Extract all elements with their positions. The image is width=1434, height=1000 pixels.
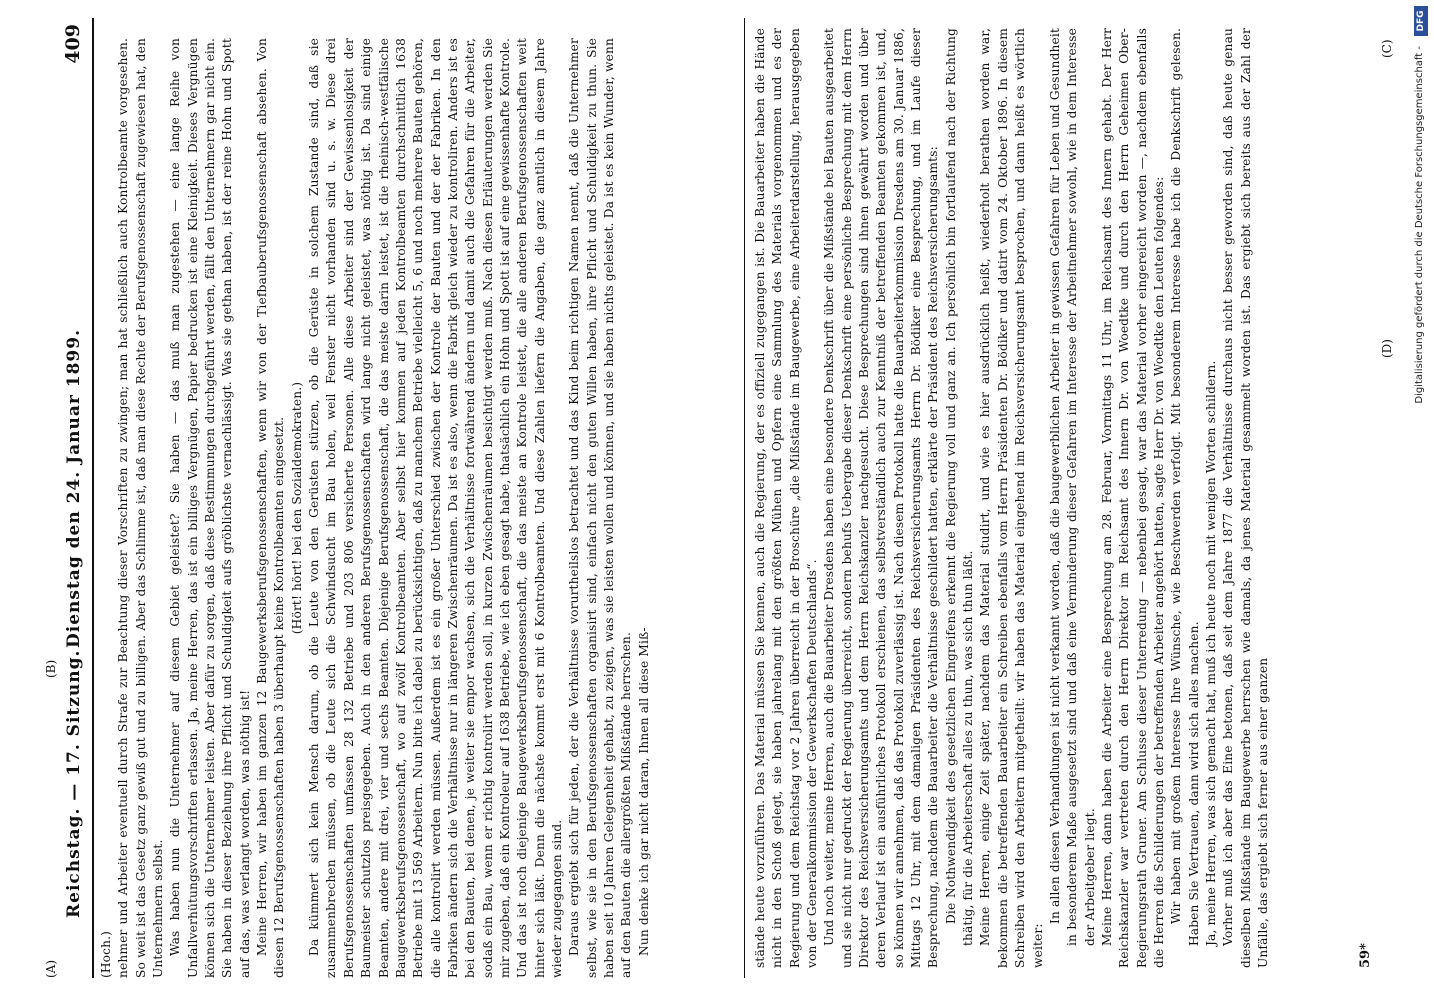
page-header xyxy=(62,18,90,978)
paragraph: nehmer und Arbeiter eventuell durch Strafe zur Beachtung dieser Vorschriften zu zwingen; man hat schließlich auch Kontrolbeamte vorgesehen. So weit ist das Gesetz ganz gewiß gut und zu billigen. Aber das Schlimme ist, daß man diese Rechte der Berufsgenossenschaft zugewiesen hat, den Unternehmern selbst. xyxy=(116,38,166,978)
paragraph: Vorher muß ich aber das Eine betonen, daß seit dem Jahre 1877 die Verhältnisse durchaus nicht besser geworden sind, daß heute genau dieselben Mißstände im Baugewerbe herrschen wie damals, da jenes Material gesammelt worden ist. Das ergiebt sich bereits aus der Zahl der Unfälle, das ergiebt sich ferner aus einer ganzen xyxy=(1221,28,1270,968)
paragraph: stände heute vorzuführen. Das Material müssen Sie kennen, auch die Regierung, der es offiziell zugegangen ist. Die Bauarbeiter haben die Hände nicht in den Schoß gelegt, sie haben jahrelang mit den größten Mühen und Opfern eine Sammlung des Materials vorgenommen und es der Regierung und dem Reichstag vor 2 Jahren überreicht in der Broschüre „die Mißstände im Baugewerbe, eine Arbeiterdarstellung, herausgegeben von der Generalkommission der Gewerkschaften Deutschlands“. xyxy=(753,28,820,968)
paragraph: Was haben nun die Unternehmer auf diesem Gebiet geleistet? Sie haben — das muß man zugestehen — eine lange Reihe von Unfallverhütungsvorschriften erlassen. Ja, meine Herren, das ist ein billiges Vergnügen, Papier bedrucken ist eine Kleinigkeit. Dieses Vergnügen können sich die Unternehmer leisten. Aber dafür zu sorgen, daß diese Bestimmungen durchgeführt werden, fällt den Unternehmern gar nicht ein. Sie haben in dieser Beziehung ihre Pflicht und Schuldigkeit aufs gröblichste vernachlässigt. Was sie gethan haben, ist der reine Hohn und Spott auf das, was verlangt worden, was nöthig ist! xyxy=(168,38,252,978)
margin-mark-b: (B) xyxy=(44,659,58,678)
paragraph: (Hoch.) xyxy=(99,930,113,978)
header-rule xyxy=(92,18,94,978)
margin-mark-d: (D) xyxy=(1380,339,1394,358)
dfg-credit-strip xyxy=(1414,6,1428,994)
rotated-page xyxy=(44,18,1412,978)
paragraph: Nun denke ich gar nicht daran, Ihnen all diese Miß- xyxy=(636,627,651,956)
paragraph: Meine Herren, einige Zeit später, nachdem das Material studirt, und wie es hier ausdrücklich heißt, wiederholt berathen worden war, bekommen die betreffenden Bauarbeiter ein Schreiben ebenfalls vom Herrn Präsidenten Dr. Bödiker und datirt vom 24. Oktober 1896. In diesem Schreiben wird den Arbeitern mitgetheilt: wir haben das Material eingehend im Reichsversicherungsamt besprochen, und dann heißt es wörtlich weiter: xyxy=(978,28,1045,968)
text-column-left xyxy=(98,38,738,978)
column-divider xyxy=(744,18,745,978)
paragraph: Ja, meine Herren, was sich gemacht hat, muß ich heute noch mit wenigen Worten schildern. xyxy=(1203,360,1218,946)
margin-mark-a: (A) xyxy=(44,959,58,978)
text-column-right xyxy=(752,28,1372,968)
margin-mark-c: (C) xyxy=(1380,39,1394,58)
paragraph: Daraus ergiebt sich für jeden, der die Verhältnisse vorurtheilslos betrachtet und das Kind beim richtigen Namen nennt, daß die Unternehmer selbst, wie sie in den Berufsgenossenschaften organisirt sind, einfach nicht den guten Willen haben, ihre Pflicht und Schuldigkeit zu thun. Sie haben seit 10 Jahren Gelegenheit gehabt, zu zeigen, was sie leisten wollen und können, und sie haben nichts geleistet. Da ist es kein Wunder, wenn auf den Bauten die allergrößten Mißstände herrschen. xyxy=(567,38,634,978)
paragraph: Meine Herren, dann haben die Arbeiter eine Besprechung am 28. Februar, Vormittags 11 Uhr, im Reichsamt des Innern gehabt. Der Herr Reichskanzler war vertreten durch den Herrn Direktor im Reichsamt des Innern Dr. von Woedtke und durch den Herrn Geheimen Ober-Regierungsrath Gruner. Am Schlusse dieser Unterredung — nebenbei gesagt, war das Material vorher eingereicht worden —, nachdem ebenfalls die Herren die Schilderungen der betreffenden Arbeiter angehört hatten, sagte Herr Dr. von Woedtke den Leuten folgendes: xyxy=(1099,28,1166,968)
digitization-credit: Digitalisierung gefördert durch die Deutsche Forschungsgemeinschaft - xyxy=(1414,46,1425,404)
interjection: (Hört! hört! bei den Sozialdemokraten.) xyxy=(289,381,304,635)
header-session: Reichstag. — 17. Sitzung. xyxy=(64,649,84,918)
quotation: In allen diesen Verhandlungen ist nicht verkannt worden, daß die baugewerblichen Arbeiter in gewissen Gefahren für Leben und Gesundheit in besonderem Maße ausgesetzt sind und daß eine Verminderung dieser Gefahren im Interesse der Arbeitnehmer sowohl, wie in dem Interesse der Arbeitgeber liegt. xyxy=(1047,28,1097,946)
paragraph: Meine Herren, wir haben im ganzen 12 Baugewerksberufsgenossenschaften, wenn wir von der Tiefbauberufsgenossenschaft absehen. Von diesen 12 Berufsgenossenschaften haben 3 überhaupt keine Kontrolbeamten eingesetzt. xyxy=(255,38,287,978)
quotation: Die Nothwendigkeit des gesetzlichen Eingreifens erkennt die Regierung voll und ganz an. Ich persönlich bin fortlaufend nach der Richtung thätig, für die Arbeiterschaft alles zu thun, was sich thun läßt. xyxy=(943,28,976,946)
page-number: 409 xyxy=(62,24,84,64)
paragraph: Da kümmert sich kein Mensch darum, ob die Leute von den Gerüsten stürzen, ob die Gerüste in solchem Zustande sind, daß sie zusammenbrechen müssen, ob die Leute sich die Schwindsucht im Bau holen, weil Fenster nicht vorhanden sind u. s. w. Diese drei Berufsgenossenschaften umfassen 28 132 Betriebe und 203 806 versicherte Personen. Alle diese Arbeiter sind der Gewissenlosigkeit der Baumeister schutzlos preisgegeben. Auch in den anderen Berufsgenossenschaften wird lange nicht geleistet, was nöthig ist. Da sind einige Beamten, andere mit drei, vier und sechs Beamten. Diejenige Berufsgenossenschaft, die das meiste darin leistet, ist die rheinisch-westfälische Baugewerksberufsgenossenschaft, wo auf zwölf Kontrolbeamten. Aber selbst hier kommen auf jeden Kontrolbeamten durchschnittlich 1638 Betriebe mit 13 569 Arbeitern. Nun bitte ich dabei zu berücksichtigen, daß zu manchem Betriebe vielleicht 5, 6 und noch mehrere Bauten gehören, die alle kontrolirt werden müssen. Außerdem ist es ein großer Unterschied zwischen der Kontrole der Bauten und der der Fabriken. In den Fabriken ändern sich die Verhältnisse nur in längeren Zwischenräumen. Da ist es also, wenn die Fabrik gleich wieder zu kontroliren. Anders ist es bei den Bauten, bei denen, je weiter sie empor wachsen, sich die Verhältnisse fortwährend ändern und damit auch die Gefahren für die Arbeiter, sodaß ein Bau, wenn er richtig kontrolirt werden soll, in kurzen Zwischenräumen besichtigt werden muß. Nach diesen Erläuterungen werden Sie mir zugeben, daß ein Kontroleur auf 1638 Betriebe, wie ich eben gesagt habe, thatsächlich ein Hohn und Spott ist auf eine gewissenhafte Kontrole. Und das ist noch diejenige Baugewerksberufsgenossenschaft, die das meiste an Kontrole leistet, die alle anderen Berufsgenossenschaften weit hinter sich läßt. Denn die nächste kommt erst mit 6 Kontrolbeamten. Und diese Zahlen liefern die Angaben, die ganz amtlich in diesem Jahre wieder zugegangen sind. xyxy=(307,38,564,978)
quotation: Wir haben mit großem Interesse Ihre Wünsche, wie Beschwerden verfolgt. Mit besonderem Interesse habe ich die Denkschrift gelesen. Haben Sie Vertrauen, dann wird sich alles machen. xyxy=(1169,28,1201,946)
header-date: Dienstag den 24. Januar 1899. xyxy=(64,329,84,648)
sheet-mark: 59* xyxy=(1358,943,1373,968)
paragraph: Und noch weiter, meine Herren, auch die Bauarbeiter Dresdens haben eine besondere Denkschrift über die Mißstände bei Bauten ausgearbeitet und sie nicht nur gedruckt der Regierung überreicht, sondern behufs Uebergabe dieser Denkschrift eine persönliche Besprechung mit dem Herrn Direktor des Reichsversicherungsamts und dem Herrn Reichskanzler nachgesucht. Diese Besprechungen sind ihnen gewährt worden und über deren Verlauf ist ein ausführliches Protokoll erschienen, das selbstverständlich auch zur Kenntniß der betreffenden Beamten gekommen ist, und, so können wir annehmen, daß das Protokoll zuverlässig ist. Nach diesem Protokoll hatte die Bauarbeiterkommission Dresdens am 30. Januar 1886, Mittags 12 Uhr, mit dem damaligen Präsidenten des Reichsversicherungsamts Herrn Dr. Bödiker eine Besprechung, und im Laufe dieser Besprechung, nachdem die Bauarbeiter die Verhältnisse geschildert hatten, erklärte der Präsident des Reichsversicherungsamts: xyxy=(822,28,941,968)
dfg-logo: DFG xyxy=(1414,6,1428,36)
